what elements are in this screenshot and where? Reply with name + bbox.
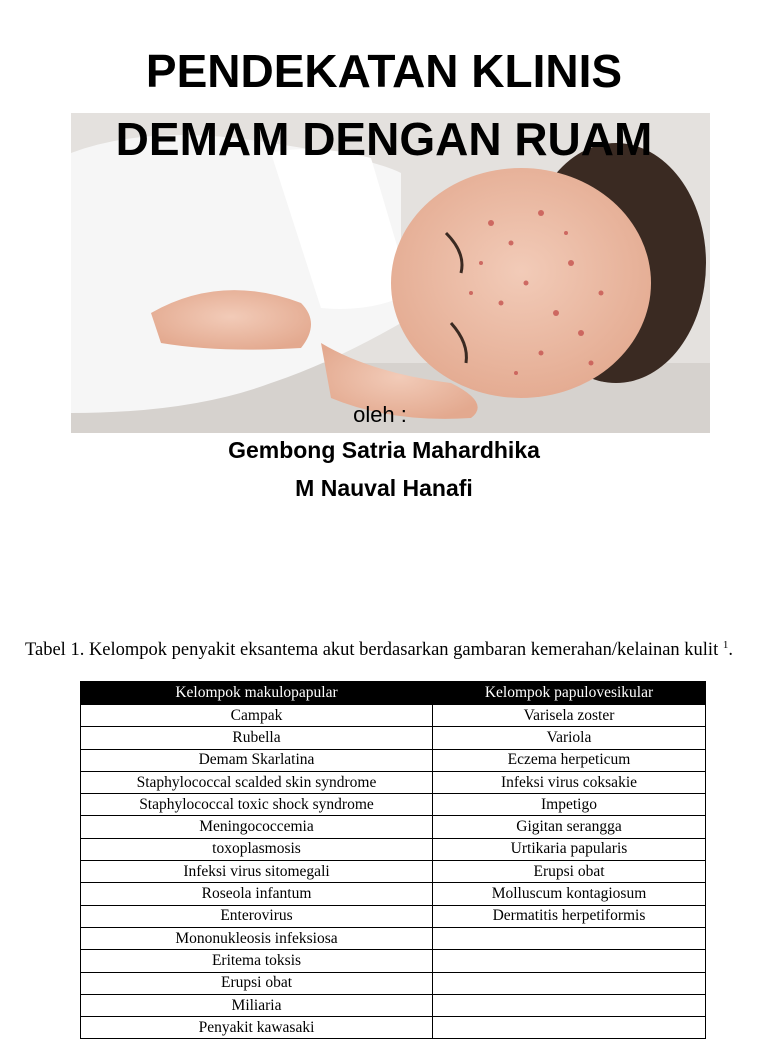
table-row — [81, 1017, 706, 1039]
cell-papulovesikular — [433, 994, 706, 1016]
table-caption-end: . — [728, 640, 733, 661]
table-body — [81, 705, 706, 1039]
cell-makulopapular: toxoplasmosis — [81, 838, 433, 860]
table-header-row — [81, 682, 706, 705]
table-caption — [25, 633, 765, 662]
cell-papulovesikular: Variola — [433, 727, 706, 749]
table-row — [81, 727, 706, 749]
table-row — [81, 927, 706, 949]
table-row — [81, 705, 706, 727]
rash-groups-table — [80, 681, 706, 1039]
table-row — [81, 816, 706, 838]
cell-papulovesikular: Molluscum kontagiosum — [433, 883, 706, 905]
table-row — [81, 950, 706, 972]
cell-papulovesikular: Gigitan serangga — [433, 816, 706, 838]
header-papulovesikular: Kelompok papulovesikular — [433, 682, 706, 705]
table-row — [81, 883, 706, 905]
cell-makulopapular: Rubella — [81, 727, 433, 749]
table-row — [81, 861, 706, 883]
table-row — [81, 794, 706, 816]
cell-makulopapular: Mononukleosis infeksiosa — [81, 927, 433, 949]
cell-papulovesikular: Urtikaria papularis — [433, 838, 706, 860]
cell-makulopapular: Staphylococcal scalded skin syndrome — [81, 771, 433, 793]
author-name-1: Gembong Satria Mahardhika — [228, 437, 540, 463]
cell-papulovesikular — [433, 972, 706, 994]
cell-makulopapular: Staphylococcal toxic shock syndrome — [81, 794, 433, 816]
cell-makulopapular: Meningococcemia — [81, 816, 433, 838]
table-row — [81, 749, 706, 771]
cell-makulopapular: Demam Skarlatina — [81, 749, 433, 771]
cell-makulopapular: Infeksi virus sitomegali — [81, 861, 433, 883]
cell-makulopapular: Erupsi obat — [81, 972, 433, 994]
cell-makulopapular: Miliaria — [81, 994, 433, 1016]
cell-papulovesikular: Infeksi virus coksakie — [433, 771, 706, 793]
table-row — [81, 972, 706, 994]
table-row — [81, 905, 706, 927]
header-makulopapular: Kelompok makulopapular — [81, 682, 433, 705]
table-caption-reference: 1 — [722, 639, 729, 651]
table-row — [81, 771, 706, 793]
cell-papulovesikular: Dermatitis herpetiformis — [433, 905, 706, 927]
cell-papulovesikular: Erupsi obat — [433, 861, 706, 883]
table-row — [81, 838, 706, 860]
cell-makulopapular: Penyakit kawasaki — [81, 1017, 433, 1039]
cell-makulopapular: Eritema toksis — [81, 950, 433, 972]
table-caption-text: Tabel 1. Kelompok penyakit eksantema akut berdasarkan gambaran kemerahan/kelainan kulit — [25, 640, 719, 661]
cell-papulovesikular: Impetigo — [433, 794, 706, 816]
cell-makulopapular: Campak — [81, 705, 433, 727]
cell-papulovesikular: Varisela zoster — [433, 705, 706, 727]
slide-title-line-1: PENDEKATAN KLINIS — [145, 45, 623, 97]
cell-papulovesikular: Eczema herpeticum — [433, 749, 706, 771]
author-name-2: M Nauval Hanafi — [295, 475, 473, 501]
cell-papulovesikular — [433, 950, 706, 972]
by-label: oleh : — [353, 402, 407, 427]
cell-papulovesikular — [433, 1017, 706, 1039]
cell-makulopapular: Roseola infantum — [81, 883, 433, 905]
cell-papulovesikular — [433, 927, 706, 949]
table-row — [81, 994, 706, 1016]
slide-title-line-2: DEMAM DENGAN RUAM — [115, 113, 653, 165]
cell-makulopapular: Enterovirus — [81, 905, 433, 927]
